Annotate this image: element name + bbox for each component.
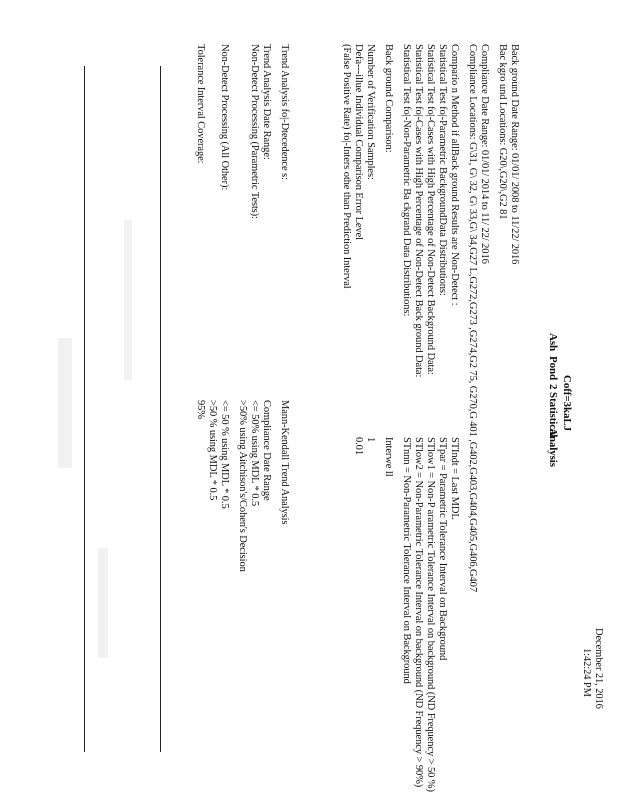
nd-processing-other-value-1: <= 50 % using MDL * 0.5 [219, 400, 230, 509]
report-date: December 21, 2016 [593, 628, 604, 709]
background-date-range: Back ground Date Range: 01/01/ 2008 to 11/22/ 2016 [509, 44, 520, 265]
nd-high-test-label-2: Statistical Test fo|-Cases with High Percentage of Non-Detect Back ground Data: [413, 44, 424, 378]
nd-high-test-value-2: STlow2 = Non-Parametric Tolerance Interval on background (ND Frequency > 90%) [413, 437, 424, 788]
tolerance-coverage-value: 95% [195, 400, 206, 419]
nd-processing-parametric-value-1: <= 50% using MDL * 0.5 [249, 400, 260, 507]
nd-high-test-value-1: STlow1 = Non-P arametric Tolerance Interval on background (ND Frequency > 50 %) [425, 437, 436, 792]
compliance-locations: Compliance Locations: G\31, G\ 32, G\ 33,G\ 34,G27 L,G272,G273 ,G274,G2 75, G270,G 401 ,G402,G403,G404,G405,G406,G407 [467, 44, 478, 592]
parametric-test-label: Statistical Test fo|-Parametric BackgroundData Distributions: [437, 44, 448, 296]
bleed-through-mark [124, 220, 132, 380]
verification-samples-label: Number of Verification Samples: [365, 44, 376, 180]
subtitle-statistical: 2 Statistical [547, 384, 559, 438]
comparison-method-label: Compario n Method if allBack ground Results are Non-Detect : [449, 44, 460, 306]
trend-analysis-label: Trend Analysis fo|-Dtecedence s: [279, 44, 290, 180]
compliance-date-range: Compliance Date Range: 01/01/ 2014 to 11/ 22/ 2016 [479, 44, 490, 264]
trend-date-range-label: Trend Analysis Date Range: [261, 44, 272, 160]
nd-processing-other-label: Non-Detect Processing (All Other): [219, 44, 230, 191]
error-level-value: 0.01 [353, 437, 364, 455]
nd-processing-parametric-value-2: >50% using Aitchison's/Cohen's Decision [237, 400, 248, 572]
page-title: Coff=3kaLJ [561, 375, 573, 431]
verification-samples-value: 1 [365, 437, 376, 443]
nd-processing-parametric-label: Non-Detect Processing (Parametric Tests): [249, 44, 260, 219]
top-rule [160, 66, 161, 752]
false-positive-rate-label: (False Positive Rate) fo|-Inters othe than Prediction Interval [341, 44, 352, 289]
parametric-test-value: STpar = Parametric Tolerance Interval on Background [437, 437, 448, 661]
bleed-through-mark [58, 338, 72, 468]
bleed-through-mark [98, 548, 108, 658]
trend-date-range-value: Compliance Date Range [261, 400, 272, 501]
tolerance-coverage-label: Tolerance Interval Coverage: [195, 44, 206, 164]
report-time: 1:42:24 PM [581, 648, 592, 697]
trend-analysis-value: Mann-Kendall Trend Analysis [279, 400, 290, 525]
background-locations: Bac kgro und Locations: G20\,G20\,G2 81 [497, 44, 508, 220]
nonparametric-test-label: Statistical Test fo|-Non-Parametric Ba ckgrand Data Distributions: [401, 44, 412, 317]
subtitle-pond: Pond [547, 356, 559, 381]
error-level-label: Defa---illue Individual Comparison Error Level [353, 44, 364, 240]
background-comparison-label: Back ground Comparison: [383, 44, 394, 153]
bottom-rule [84, 66, 85, 752]
nonparametric-test-value: STnnn = Non-Parametric Tolerance Interval on Background [401, 437, 412, 684]
nd-high-test-label-1: Statistical Test fo|-Cases with High Percentage of Non-Detect Background Data: [425, 44, 436, 375]
nd-processing-other-value-2: >50 % using MDL * 0.5 [207, 400, 218, 501]
comparison-method-value: STIndt = Last MDL [449, 437, 460, 520]
subtitle-ash: Ash [547, 333, 559, 352]
background-comparison-value: Interwe ll [383, 437, 394, 477]
subtitle-analysis: Analysis [547, 428, 559, 467]
